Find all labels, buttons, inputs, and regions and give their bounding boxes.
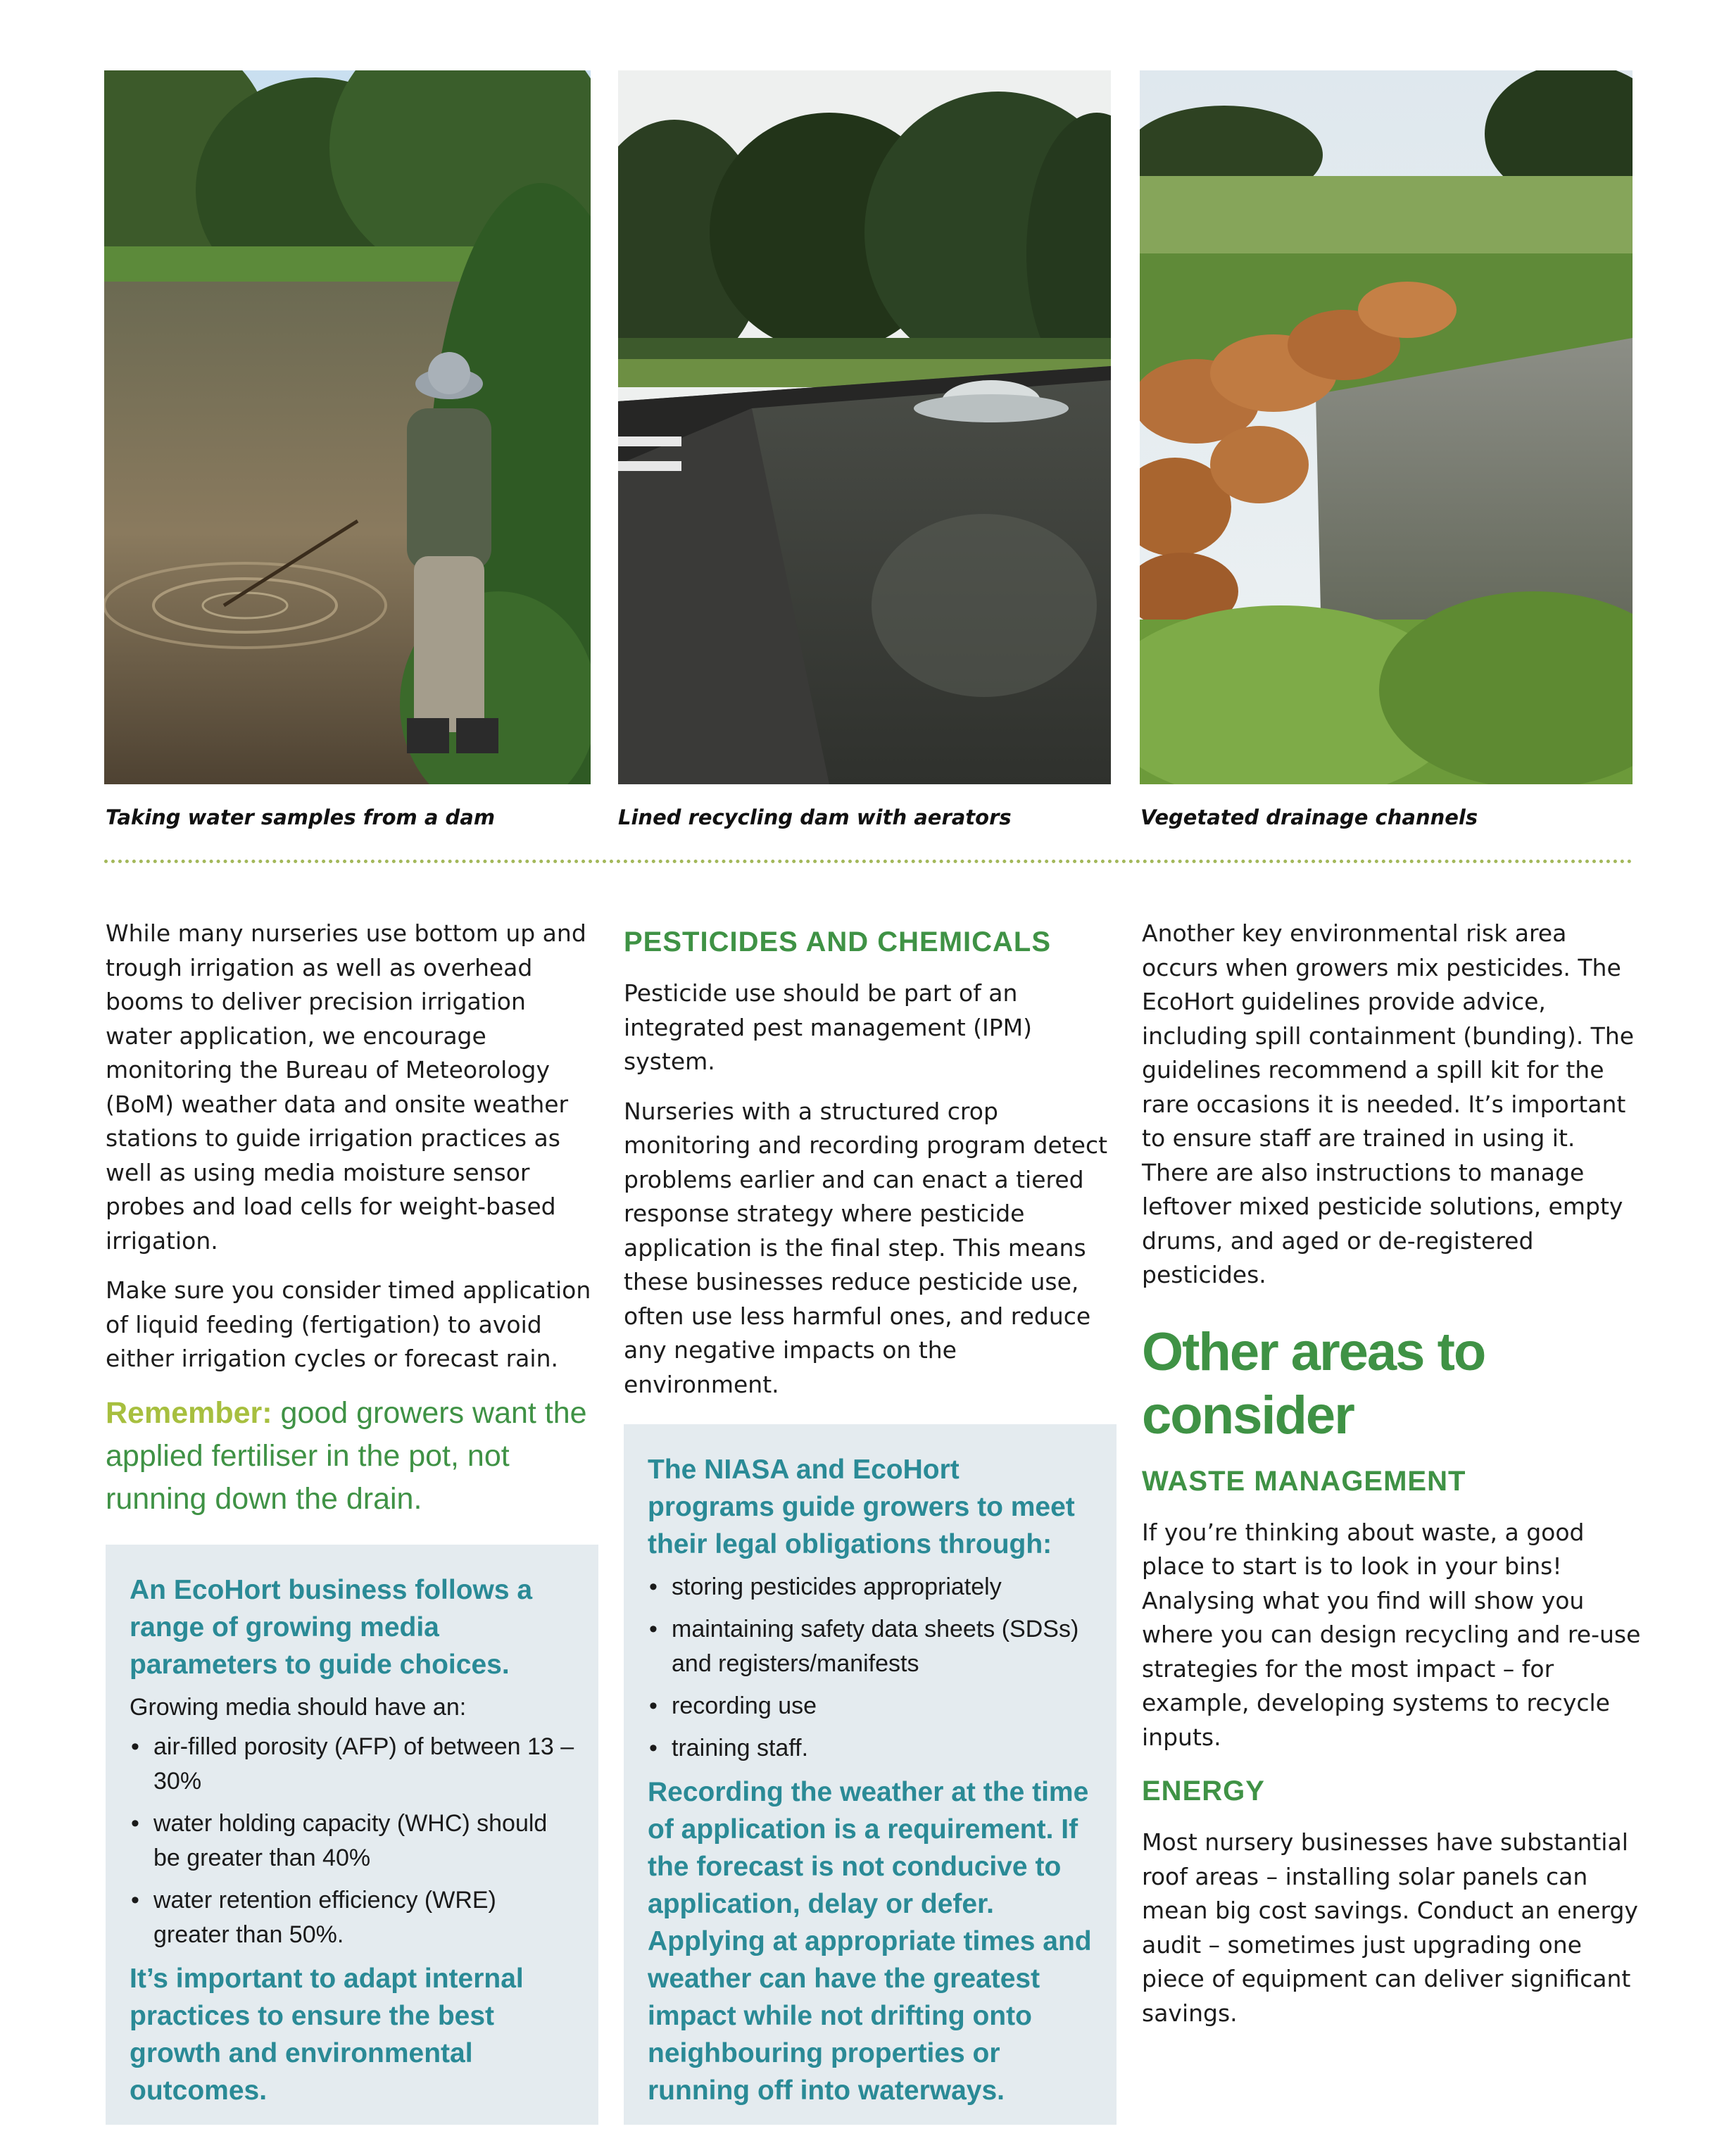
niasa-box-footer: Recording the weather at the time of application is a requirement. If the forecast is not conducive to application, delay or defer. Applying at appropriate times and weather can have the greatest impact while not drifting onto neighbouring properties or running off into waterways. — [648, 1777, 1092, 2106]
photo-caption-drainage-channels: Vegetated drainage channels — [1140, 805, 1478, 829]
list-item: • recording use — [648, 1689, 1093, 1723]
photo-caption-lined-dam: Lined recycling dam with aerators — [618, 805, 1012, 829]
photo-drainage-channels — [1140, 70, 1633, 784]
list-item: • training staff. — [648, 1731, 1093, 1766]
list-item: • water retention efficiency (WRE) greater than 50%. — [130, 1883, 574, 1952]
growing-media-list — [130, 1730, 574, 1952]
crop-monitoring-paragraph: Nurseries with a structured crop monitoring and recording program detect problems earlier and can enact a tiered response strategy where pesticide application is the final step. This means these businesses reduce pesticide use, often use less harmful ones, and reduce any negative impacts on the environment. — [624, 1097, 1108, 1398]
energy-heading: ENERGY — [1142, 1776, 1265, 1807]
energy-paragraph: Most nursery businesses have substantial roof areas – installing solar panels can mean big cost savings. Conduct an energy audit – sometimes just upgrading one piece of equipment can deliver significant savings. — [1142, 1828, 1638, 2027]
list-item: • maintaining safety data sheets (SDSs) and registers/manifests — [648, 1612, 1093, 1681]
column-other-areas — [1142, 917, 1642, 2046]
waste-management-heading: WASTE MANAGEMENT — [1142, 1465, 1466, 1497]
list-item: • storing pesticides appropriately — [648, 1570, 1093, 1604]
niasa-box-heading: The NIASA and EcoHort programs guide growers to meet their legal obligations through: — [648, 1455, 1075, 1559]
pesticides-heading: PESTICIDES AND CHEMICALS — [624, 926, 1052, 957]
list-item: • air-filled porosity (AFP) of between 13 – 30% — [130, 1730, 574, 1799]
growing-media-box-heading: An EcoHort business follows a range of growing media parameters to guide choices. — [130, 1574, 533, 1680]
column-pesticides — [624, 917, 1117, 2125]
photo-water-sampling — [104, 70, 591, 784]
growing-media-box-footer: It’s important to adapt internal practices to ensure the best growth and environmental outcomes. — [130, 1963, 524, 2106]
ipm-paragraph: Pesticide use should be part of an integrated pest management (IPM) system. — [624, 979, 1033, 1075]
irrigation-paragraph: While many nurseries use bottom up and trough irrigation as well as overhead booms to deliver precision irrigation water application, we encourage monitoring the Bureau of Meteorology (BoM) weather data and onsite weather stations to guide irrigation practices as well as using media moisture sensor probes and load cells for weight-based irrigation. — [106, 919, 586, 1255]
other-areas-heading: Other areas to consider — [1142, 1321, 1485, 1445]
waste-management-paragraph: If you’re thinking about waste, a good place to start is to look in your bins! Analysing what you find will show you where you can design recycling and re-use strategies for the most impact – for example, developing systems to recycle inputs. — [1142, 1518, 1641, 1751]
niasa-ecohort-box — [624, 1424, 1117, 2125]
dotted-divider — [104, 860, 1633, 863]
spill-risk-paragraph: Another key environmental risk area occurs when growers mix pesticides. The EcoHort guidelines provide advice, including spill containment (bunding). The guidelines recommend a spill kit for the rare occasions it is needed. It’s important to ensure staff are trained in using it. There are also instructions to manage leftover mixed pesticide solutions, empty drums, and aged or de-registered pesticides. — [1142, 919, 1635, 1288]
list-item: • water holding capacity (WHC) should be greater than 40% — [130, 1807, 574, 1876]
photo-caption-water-sampling: Taking water samples from a dam — [106, 805, 496, 829]
fertigation-paragraph: Make sure you consider timed application of liquid feeding (fertigation) to avoid either irrigation cycles or forecast rain. — [106, 1276, 591, 1372]
photo-lined-dam — [618, 70, 1111, 784]
remember-callout — [106, 1392, 598, 1521]
growing-media-box — [106, 1545, 598, 2125]
remember-text: good growers want the applied fertiliser in the pot, not running down the drain. — [106, 1395, 587, 1516]
column-irrigation — [106, 917, 598, 2125]
legal-obligations-list — [648, 1570, 1093, 1766]
growing-media-intro: Growing media should have an: — [130, 1693, 467, 1721]
remember-label: Remember: — [106, 1395, 272, 1430]
